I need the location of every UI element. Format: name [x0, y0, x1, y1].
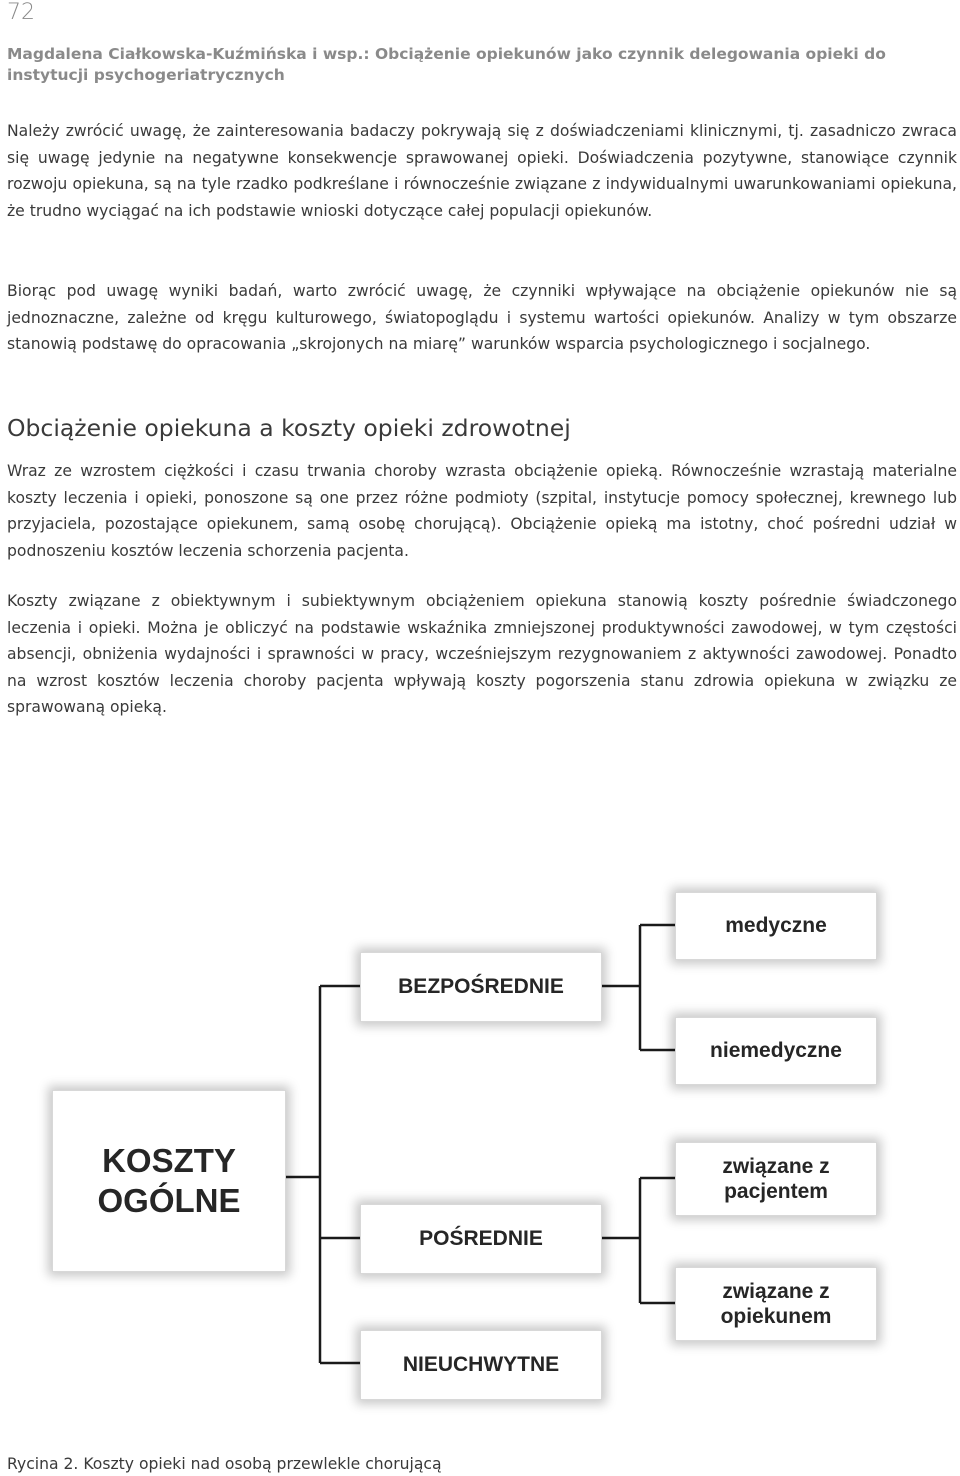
paragraph-2: Biorąc pod uwagę wyniki badań, warto zwrócić uwagę, że czynniki wpływające na obciążenie opiekunów nie są jednoznaczne, zależne od kręgu kulturowego, światopoglądu i systemu wartości opiekunów. Analizy w tym obszarze stanowią podstawę do opracowania „skrojonych na miarę” warunków wsparcia psychologicznego i socjalnego. [7, 282, 957, 353]
patient-label: związane z pacjentem [722, 1155, 830, 1203]
nonmedical-label: niemedyczne [710, 1039, 842, 1062]
paragraph-1: Należy zwrócić uwagę, że zainteresowania badaczy pokrywają się z doświadczeniami klinicznymi, tj. zasadniczo zwraca się uwagę jedynie na negatywne konsekwencje sprawowanej opieki. Doświadczenia pozytywne, stanowiące czynnik rozwoju opiekuna, są na tyle rzadko podkreślane i równocześnie związane z indywidualnymi uwarunkowaniami opiekuna, że trudno wyciągać na ich podstawie wnioski dotyczące całej populacji opiekunów. [7, 122, 957, 220]
cost-diagram [40, 860, 940, 1452]
section-paragraph-1: Wraz ze wzrostem ciężkości i czasu trwania choroby wzrasta obciążenie opieką. Równocześnie wzrastają materialne koszty leczenia i opieki, ponoszone są one przez różne podmioty (szpital, instytucje pomocy społecznej, krewnego lub przyjaciela, pozostające opiekunem, samą osobę chorującą). Obciążenie opieką ma istotny, choć pośredni udział w podnoszeniu kosztów leczenia schorzenia pacjenta. [7, 462, 957, 560]
nonmedical-box [675, 1017, 877, 1085]
indirect-box [360, 1204, 602, 1274]
caregiver-box [675, 1267, 877, 1341]
figure-caption: Rycina 2. Koszty opieki nad osobą przewlekle chorującą [7, 1455, 442, 1473]
root-label: KOSZTY OGÓLNE [97, 1142, 241, 1219]
page-number: 72 [7, 0, 35, 25]
root-box [52, 1090, 286, 1272]
indirect-label: POŚREDNIE [419, 1227, 543, 1250]
direct-box [360, 952, 602, 1022]
direct-label: BEZPOŚREDNIE [398, 975, 564, 998]
section-paragraph-2: Koszty związane z obiektywnym i subiektywnym obciążeniem opiekuna stanowią koszty pośrednie świadczonego leczenia i opieki. Można je obliczyć na podstawie wskaźnika zmniejszonej produktywności zawodowej, w tym częstości absencji, obniżenia wydajności i sprawności w pracy, wcześniejszym rezygnowaniem z aktywności zawodowej. Ponadto na wzrost kosztów leczenia choroby pacjenta wpływają koszty pogorszenia stanu zdrowia opiekuna w związku ze sprawowaną opieką. [7, 592, 957, 716]
intangible-label: NIEUCHWYTNE [402, 1353, 560, 1376]
running-head-title: : Obciążenie opiekunów jako czynnik delegowania opieki do instytucji psychogeriatrycznych [7, 45, 886, 84]
caregiver-label: związane z opiekunem [720, 1280, 832, 1328]
section-heading: Obciążenie opiekuna a koszty opieki zdrowotnej [7, 414, 571, 442]
medical-label: medyczne [725, 914, 827, 937]
patient-box [675, 1142, 877, 1216]
running-head-authors: Magdalena Ciałkowska-Kuźmińska i wsp. [7, 45, 364, 63]
medical-box [675, 892, 877, 960]
intangible-box [360, 1330, 602, 1400]
running-head [7, 44, 937, 86]
